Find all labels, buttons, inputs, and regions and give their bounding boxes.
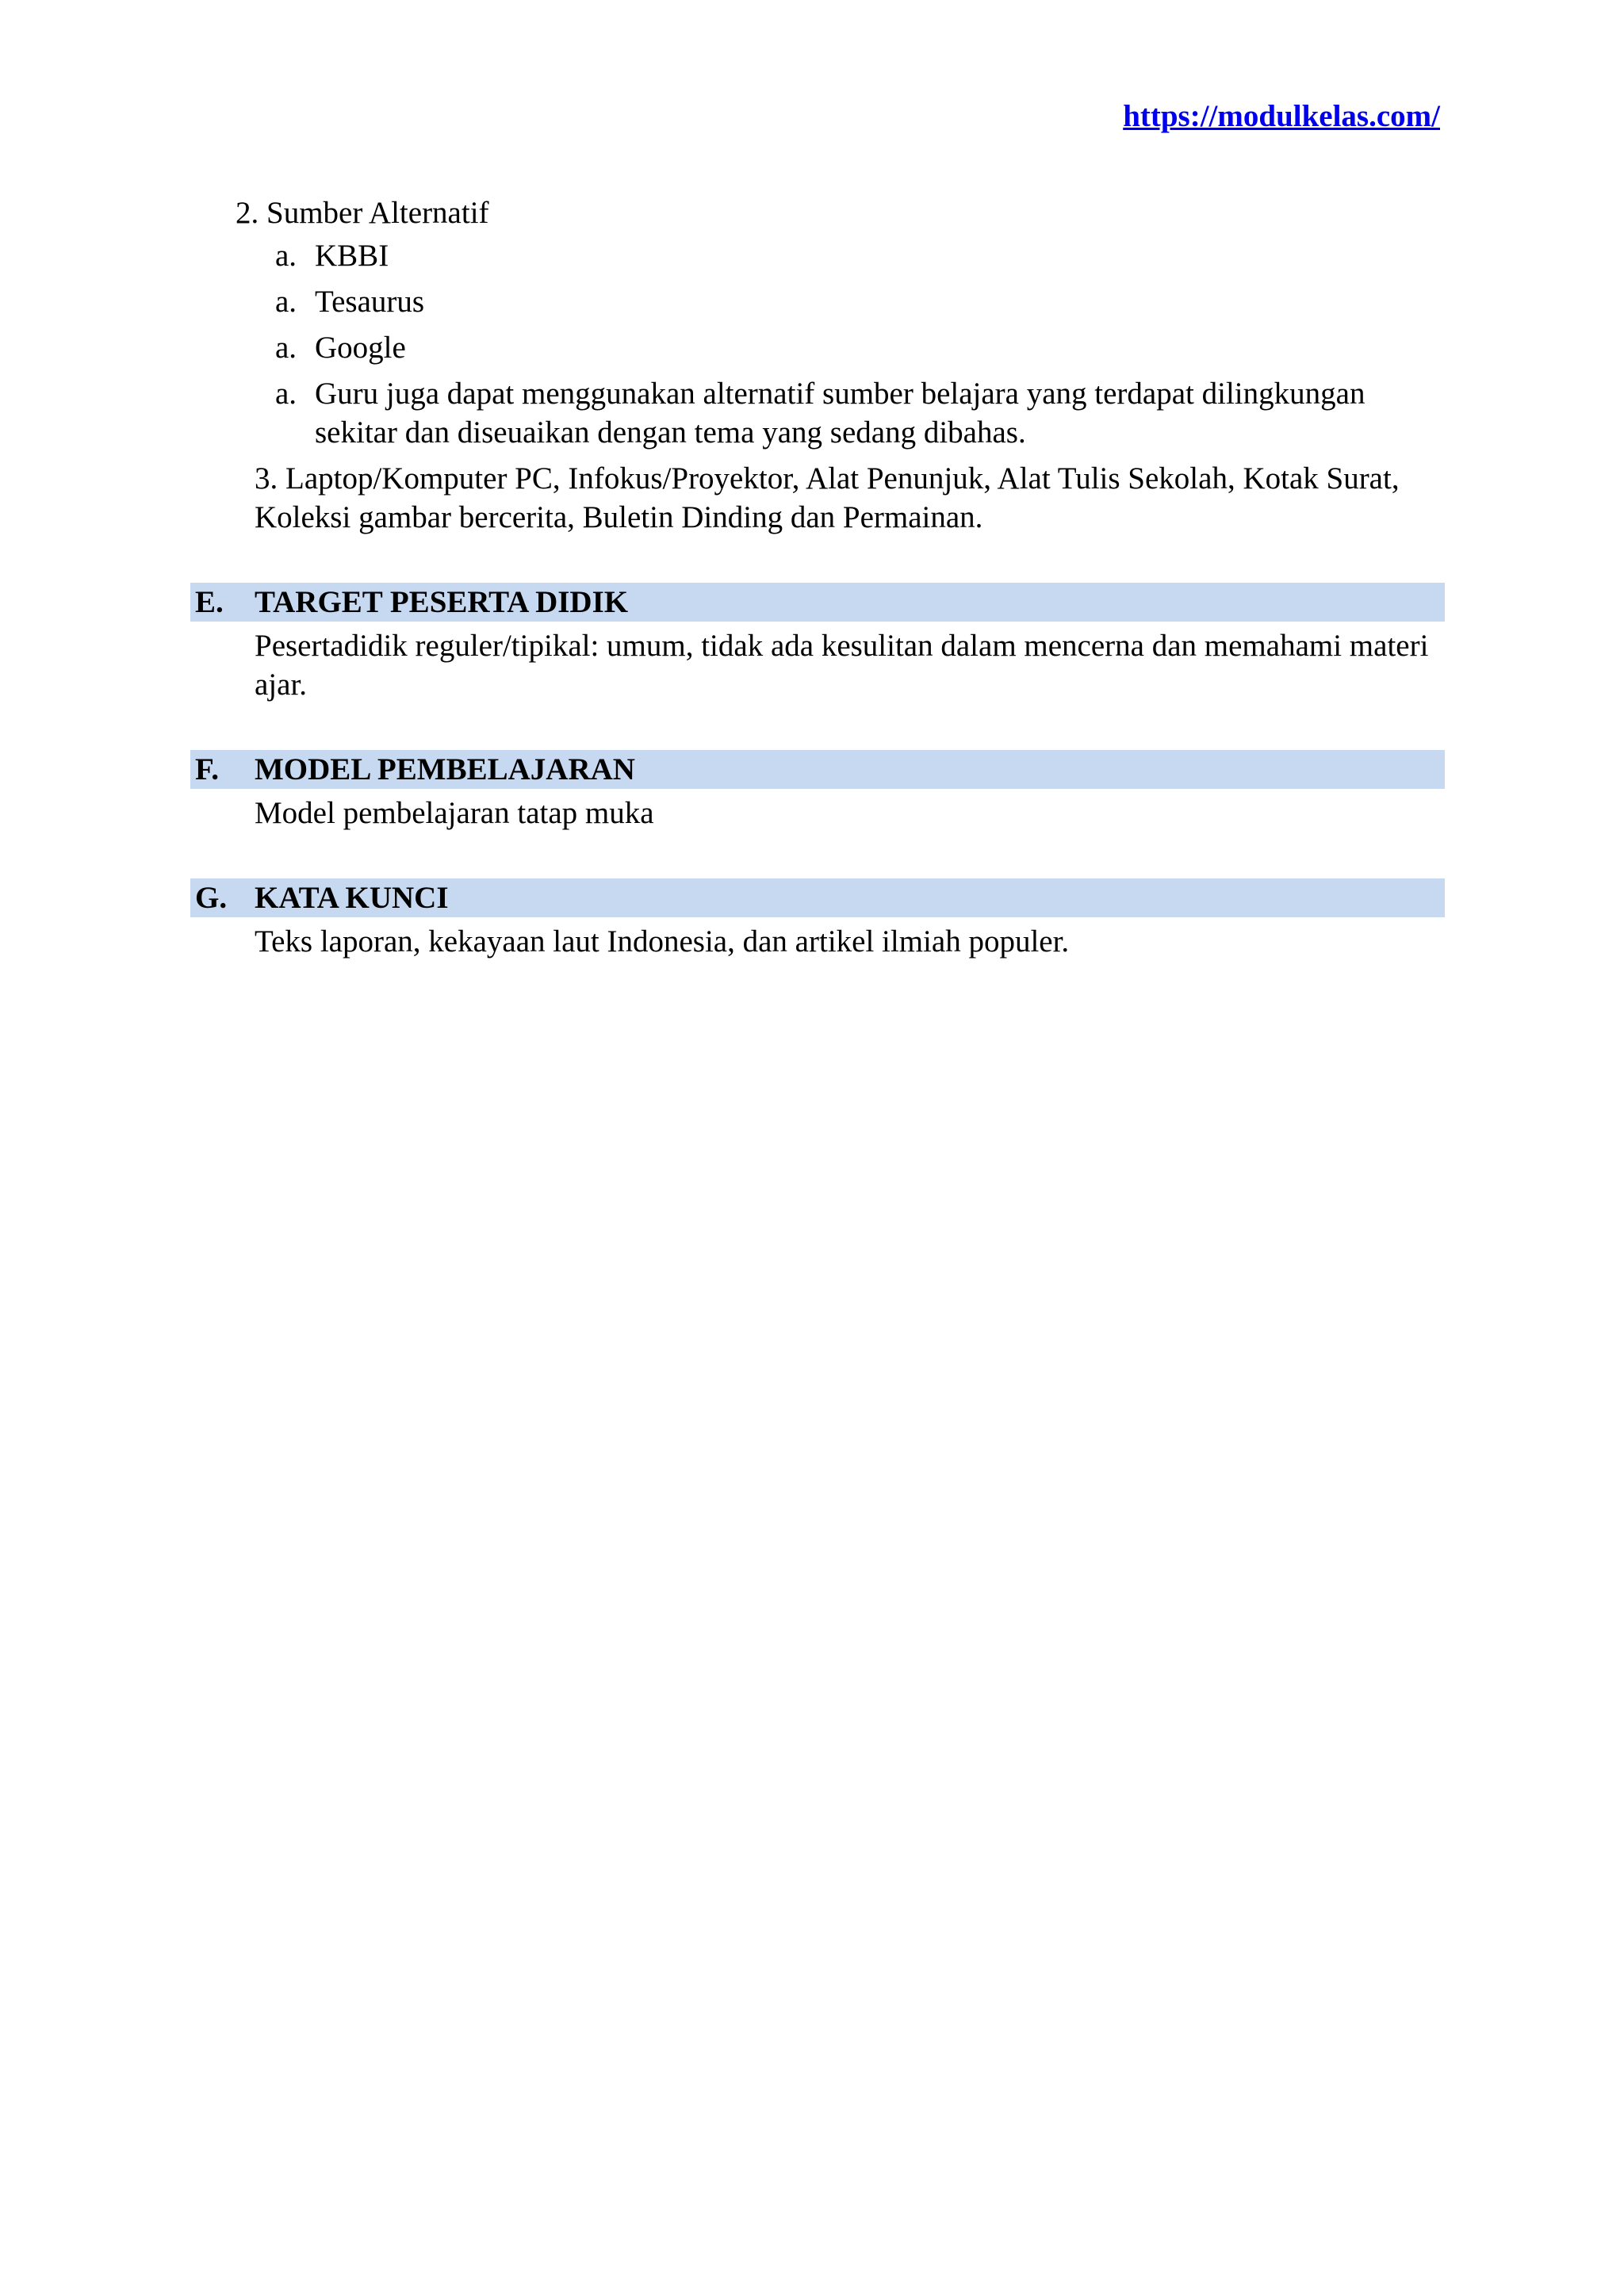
list-marker: a. — [275, 331, 297, 365]
section-body: Pesertadidik reguler/tipikal: umum, tidak ada kesulitan dalam mencerna dan memahami materi ajar. — [255, 629, 1429, 702]
list-item-text: Tesaurus — [315, 285, 425, 319]
list-item-text: Google — [315, 331, 406, 365]
section-letter: E. — [195, 585, 224, 619]
list-marker: a. — [275, 377, 297, 411]
section-letter: F. — [195, 752, 219, 786]
list-item — [275, 236, 1445, 275]
section-kata-kunci — [190, 878, 1445, 961]
section-body: Model pembelajaran tatap muka — [255, 796, 654, 830]
header-url-link[interactable]: https://modulkelas.com/ — [1123, 99, 1440, 133]
section-target-peserta-didik — [190, 583, 1445, 704]
list-marker: a. — [275, 285, 297, 319]
list-item — [275, 328, 1445, 367]
list-item-text: Guru juga dapat menggunakan alternatif sumber belajara yang terdapat dilingkungan sekitar dan diseuaikan dengan tema yang sedang dibahas. — [315, 377, 1365, 450]
list-item — [275, 282, 1445, 321]
section-heading — [190, 878, 1445, 917]
section-model-pembelajaran — [190, 750, 1445, 832]
sumber-alternatif-list — [190, 236, 1445, 452]
list-marker: a. — [275, 239, 297, 273]
section-letter: G. — [195, 881, 228, 915]
sarana-paragraph: 3. Laptop/Komputer PC, Infokus/Proyektor, Alat Penunjuk, Alat Tulis Sekolah, Kotak Surat, Koleksi gambar bercerita, Buletin Dinding dan Permainan. — [255, 461, 1400, 534]
section-title: KATA KUNCI — [255, 881, 449, 915]
list-item — [275, 374, 1445, 452]
list-item-text: KBBI — [315, 239, 389, 273]
section-heading — [190, 750, 1445, 789]
section-title: MODEL PEMBELAJARAN — [255, 752, 635, 786]
section-title: TARGET PESERTA DIDIK — [255, 585, 629, 619]
document-content — [190, 190, 1445, 961]
section-heading — [190, 583, 1445, 622]
sumber-alternatif-heading: 2. Sumber Alternatif — [236, 196, 489, 230]
section-body: Teks laporan, kekayaan laut Indonesia, dan artikel ilmiah populer. — [255, 924, 1070, 959]
